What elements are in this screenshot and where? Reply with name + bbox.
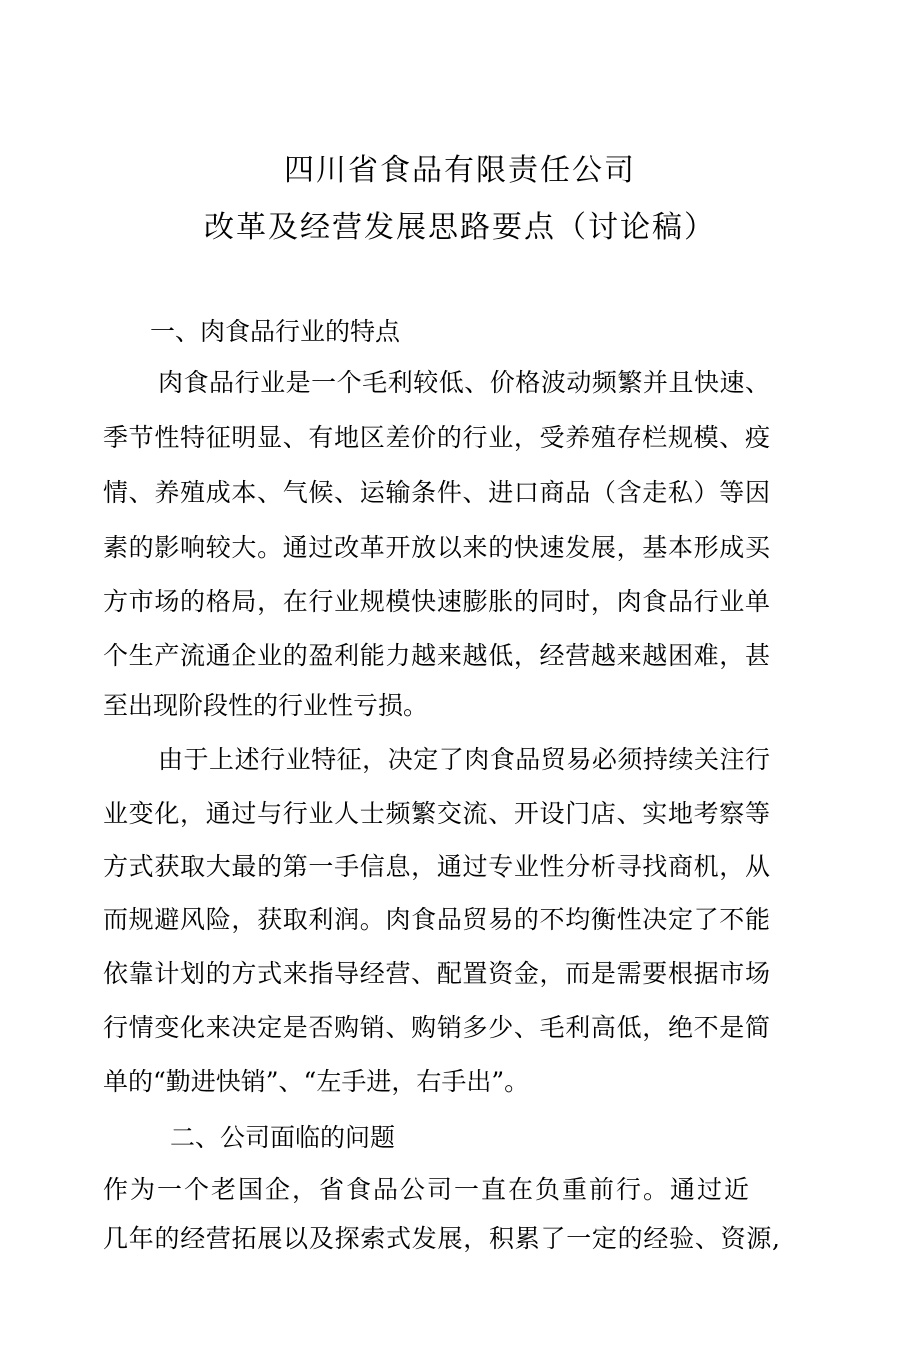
paragraph-line: 行情变化来决定是否购销、购销多少、毛利高低，绝不是简 (103, 1013, 770, 1042)
paragraph-line: 而规避风险，获取利润。肉食品贸易的不均衡性决定了不能 (103, 905, 770, 934)
document-title: 四川省食品有限责任公司 (284, 153, 636, 188)
section-heading-2: 二、公司面临的问题 (170, 1123, 396, 1152)
paragraph-line: 至出现阶段性的行业性亏损。 (103, 691, 429, 720)
paragraph-line: 作为一个老国企，省食品公司一直在负重前行。通过近 (103, 1175, 752, 1204)
paragraph-line: 由于上述行业特征，决定了肉食品贸易必须持续关注行 (158, 745, 770, 774)
paragraph-line: 依靠计划的方式来指导经营、配置资金，而是需要根据市场 (103, 959, 770, 988)
section-heading-1: 一、肉食品行业的特点 (150, 317, 401, 346)
paragraph-line: 方市场的格局，在行业规模快速膨胀的同时，肉食品行业单 (103, 587, 770, 616)
paragraph-line: 情、养殖成本、气候、运输条件、进口商品（含走私）等因 (103, 478, 770, 507)
paragraph-line: 个生产流通企业的盈利能力越来越低，经营越来越困难，甚 (103, 641, 770, 670)
paragraph-line: 方式获取大最的第一手信息，通过专业性分析寻找商机，从 (103, 852, 770, 881)
paragraph-line: 几年的经营拓展以及探索式发展，积累了一定的经验、资源, (103, 1224, 780, 1253)
document-subtitle: 改革及经营发展思路要点（讨论稿） (204, 210, 716, 245)
paragraph-line: 肉食品行业是一个毛利较低、价格波动频繁并且快速、 (158, 368, 770, 397)
paragraph-line: 素的影响较大。通过改革开放以来的快速发展，基本形成买 (103, 533, 770, 562)
paragraph-line: 季节性特征明显、有地区差价的行业，受养殖存栏规模、疫 (103, 423, 770, 452)
paragraph-line: 业变化，通过与行业人士频繁交流、开设门店、实地考察等 (103, 799, 770, 828)
paragraph-line: 单的“勤进快销”、“左手进，右手出”。 (103, 1067, 530, 1096)
